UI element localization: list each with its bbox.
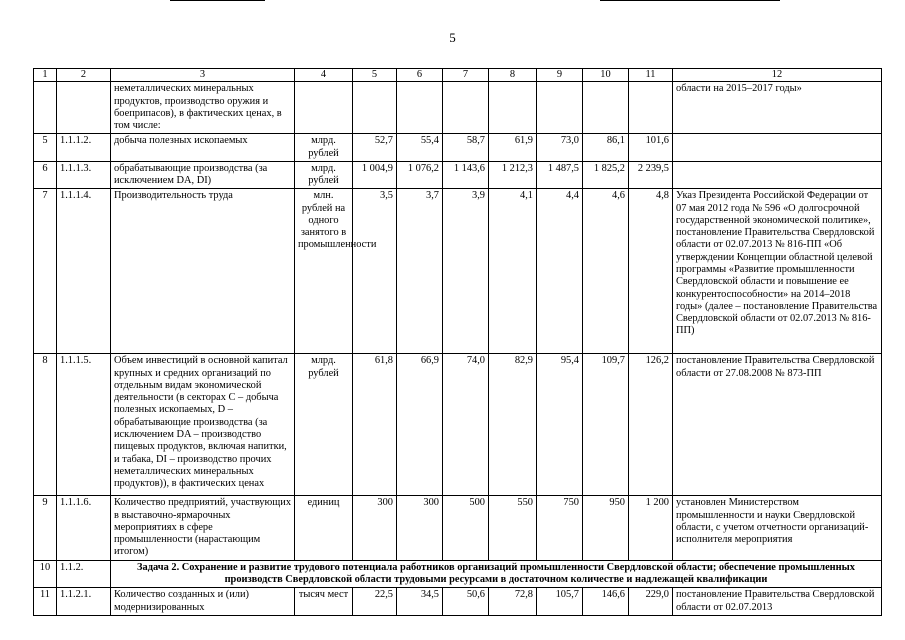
row-number: 10 bbox=[34, 560, 57, 588]
table-row bbox=[34, 354, 882, 496]
value-cell: 3,9 bbox=[443, 189, 489, 354]
value-cell bbox=[537, 82, 583, 134]
header-cell: 3 bbox=[111, 69, 295, 82]
value-cell: 146,6 bbox=[583, 588, 629, 616]
value-cell: 3,5 bbox=[353, 189, 397, 354]
unit: млрд. рублей bbox=[295, 134, 353, 162]
value-cell: 61,9 bbox=[489, 134, 537, 162]
value-cell: 1 487,5 bbox=[537, 161, 583, 189]
value-cell: 72,8 bbox=[489, 588, 537, 616]
indicator-name: Количество созданных и (или) модернизированных bbox=[111, 588, 295, 616]
column-number-row bbox=[34, 69, 882, 82]
value-cell: 1 825,2 bbox=[583, 161, 629, 189]
value-cell: 74,0 bbox=[443, 354, 489, 496]
unit: млрд. рублей bbox=[295, 354, 353, 496]
value-cell bbox=[583, 82, 629, 134]
value-cell: 1 212,3 bbox=[489, 161, 537, 189]
row-number: 11 bbox=[34, 588, 57, 616]
value-cell: 4,8 bbox=[629, 189, 673, 354]
value-cell bbox=[353, 82, 397, 134]
header-cell: 2 bbox=[57, 69, 111, 82]
value-cell: 300 bbox=[397, 496, 443, 560]
value-cell: 55,4 bbox=[397, 134, 443, 162]
row-code: 1.1.1.4. bbox=[57, 189, 111, 354]
header-cell: 6 bbox=[397, 69, 443, 82]
top-rule-left bbox=[170, 0, 265, 1]
header-cell: 1 bbox=[34, 69, 57, 82]
table-row bbox=[34, 134, 882, 162]
header-cell: 5 bbox=[353, 69, 397, 82]
basis-text: Указ Президента Российской Федерации от 07 мая 2012 года № 596 «О долгосрочной государственной экономической политике», постановление Правительства Свердловской области от 02.07.2013 № 816-ПП «Об утверждении Концепции областной целевой программы «Развитие промышленности Свердловской области и повышение ее конкурентоспособности» на 2014–2018 годы» (далее – постановление Правительства Свердловской области от 02.07.2013 № 816-ПП) bbox=[673, 189, 882, 354]
value-cell: 500 bbox=[443, 496, 489, 560]
basis-text bbox=[673, 161, 882, 189]
header-cell: 10 bbox=[583, 69, 629, 82]
header-cell: 4 bbox=[295, 69, 353, 82]
basis-text: постановление Правительства Свердловской области от 02.07.2013 bbox=[673, 588, 882, 616]
header-cell: 7 bbox=[443, 69, 489, 82]
basis-text bbox=[673, 134, 882, 162]
indicators-table bbox=[33, 68, 882, 616]
value-cell: 22,5 bbox=[353, 588, 397, 616]
value-cell bbox=[489, 82, 537, 134]
value-cell: 50,6 bbox=[443, 588, 489, 616]
value-cell: 61,8 bbox=[353, 354, 397, 496]
row-code: 1.1.2. bbox=[57, 560, 111, 588]
value-cell: 95,4 bbox=[537, 354, 583, 496]
value-cell: 4,4 bbox=[537, 189, 583, 354]
row-number bbox=[34, 82, 57, 134]
row-number: 6 bbox=[34, 161, 57, 189]
task-heading: Задача 2. Сохранение и развитие трудового потенциала работников организаций промышленности Свердловской области; обеспечение промышленных производств Свердловской области трудовыми ресурсами в достаточном количестве и надлежащей квалификации bbox=[111, 560, 882, 588]
row-number: 9 bbox=[34, 496, 57, 560]
indicator-name: Количество предприятий, участвующих в выставочно-ярмарочных мероприятиях в сфере промышленности (нарастающим итогом) bbox=[111, 496, 295, 560]
value-cell: 4,1 bbox=[489, 189, 537, 354]
value-cell: 1 143,6 bbox=[443, 161, 489, 189]
table-row bbox=[34, 161, 882, 189]
task-row bbox=[34, 560, 882, 588]
value-cell: 550 bbox=[489, 496, 537, 560]
header-cell: 11 bbox=[629, 69, 673, 82]
unit: тысяч мест bbox=[295, 588, 353, 616]
unit: млрд. рублей bbox=[295, 161, 353, 189]
row-code bbox=[57, 82, 111, 134]
row-code: 1.1.2.1. bbox=[57, 588, 111, 616]
top-rule-right bbox=[600, 0, 780, 1]
value-cell: 229,0 bbox=[629, 588, 673, 616]
table-row bbox=[34, 496, 882, 560]
indicator-name: добыча полезных ископаемых bbox=[111, 134, 295, 162]
value-cell: 66,9 bbox=[397, 354, 443, 496]
basis-text: области на 2015–2017 годы» bbox=[673, 82, 882, 134]
value-cell: 750 bbox=[537, 496, 583, 560]
row-code: 1.1.1.3. bbox=[57, 161, 111, 189]
value-cell: 1 076,2 bbox=[397, 161, 443, 189]
value-cell: 3,7 bbox=[397, 189, 443, 354]
value-cell: 950 bbox=[583, 496, 629, 560]
indicator-name: Объем инвестиций в основной капитал крупных и средних организаций по отдельным видам экономической деятельности (в секторах C – добыча полезных ископаемых, D – обрабатывающие производства (за исключением DA – производство пищевых продуктов, включая напитки, и табака, DI – производство прочих неметаллических минеральных продуктов)), в фактических ценах bbox=[111, 354, 295, 496]
row-code: 1.1.1.6. bbox=[57, 496, 111, 560]
page-number: 5 bbox=[449, 30, 456, 45]
value-cell: 82,9 bbox=[489, 354, 537, 496]
value-cell: 4,6 bbox=[583, 189, 629, 354]
value-cell: 58,7 bbox=[443, 134, 489, 162]
value-cell bbox=[397, 82, 443, 134]
value-cell: 73,0 bbox=[537, 134, 583, 162]
value-cell: 52,7 bbox=[353, 134, 397, 162]
value-cell: 1 004,9 bbox=[353, 161, 397, 189]
header-cell: 8 bbox=[489, 69, 537, 82]
basis-text: установлен Министерством промышленности и науки Свердловской области, с учетом отчетности организаций-исполнителя мероприятия bbox=[673, 496, 882, 560]
row-number: 7 bbox=[34, 189, 57, 354]
unit: единиц bbox=[295, 496, 353, 560]
row-code: 1.1.1.2. bbox=[57, 134, 111, 162]
value-cell: 2 239,5 bbox=[629, 161, 673, 189]
header-cell: 9 bbox=[537, 69, 583, 82]
value-cell: 101,6 bbox=[629, 134, 673, 162]
row-number: 8 bbox=[34, 354, 57, 496]
row-code: 1.1.1.5. bbox=[57, 354, 111, 496]
value-cell: 86,1 bbox=[583, 134, 629, 162]
value-cell: 109,7 bbox=[583, 354, 629, 496]
value-cell: 1 200 bbox=[629, 496, 673, 560]
value-cell: 126,2 bbox=[629, 354, 673, 496]
indicator-name: неметаллических минеральных продуктов, производство оружия и боеприпасов), в фактических ценах, в том числе: bbox=[111, 82, 295, 134]
indicator-name: Производительность труда bbox=[111, 189, 295, 354]
value-cell bbox=[629, 82, 673, 134]
unit: млн. рублей на одного занятого в промышленности bbox=[295, 189, 353, 354]
value-cell: 105,7 bbox=[537, 588, 583, 616]
value-cell bbox=[443, 82, 489, 134]
value-cell: 300 bbox=[353, 496, 397, 560]
basis-text: постановление Правительства Свердловской области от 27.08.2008 № 873-ПП bbox=[673, 354, 882, 496]
table-row bbox=[34, 82, 882, 134]
row-number: 5 bbox=[34, 134, 57, 162]
table-row bbox=[34, 588, 882, 616]
table-row bbox=[34, 189, 882, 354]
header-cell: 12 bbox=[673, 69, 882, 82]
unit bbox=[295, 82, 353, 134]
indicator-name: обрабатывающие производства (за исключением DA, DI) bbox=[111, 161, 295, 189]
value-cell: 34,5 bbox=[397, 588, 443, 616]
